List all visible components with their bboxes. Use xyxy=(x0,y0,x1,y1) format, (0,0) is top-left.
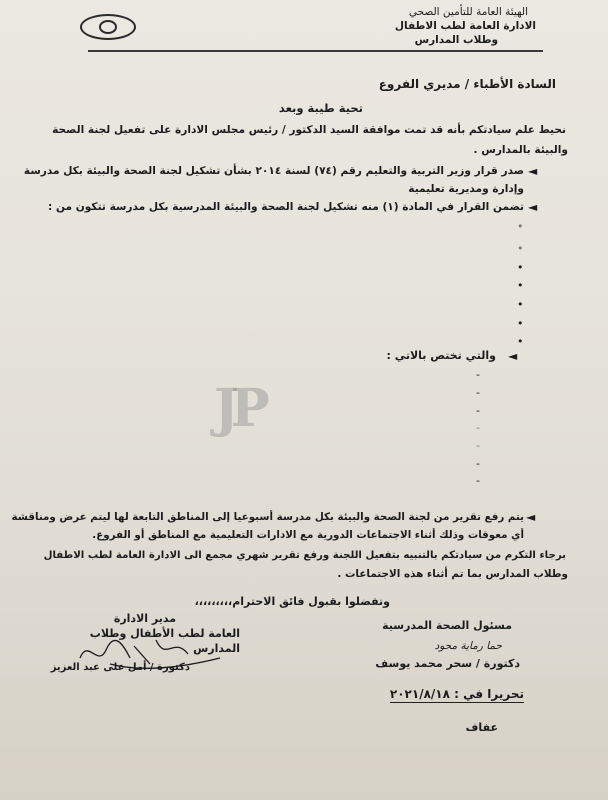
list-dash: - xyxy=(476,457,480,470)
closing-line: وتفضلوا بقبول فائق الاحترام،،،،،،،،، xyxy=(194,595,390,608)
list-bullet: • xyxy=(517,335,524,348)
request-line1: برجاء التكرم من سيادتكم بالتنبيه بتفعيل اللجنة ورفع تقرير شهري مجمع الى الادارة العامة لطب الاطفال xyxy=(43,550,566,561)
request-line2: وطلاب المدارس بما تم أثناء هذه الاجتماعات . xyxy=(337,568,568,580)
addressee: السادة الأطباء / مديري الفروع xyxy=(378,77,556,91)
faded-stamp-mark: JP xyxy=(214,378,262,439)
org-name-line1: الهيئة العامة للتأمين الصحي xyxy=(408,6,528,18)
list-bullet: • xyxy=(517,317,524,330)
article-intro: تضمن القرار في المادة (١) منه تشكيل لجنة الصحة والبيئة المدرسية بكل مدرسة تتكون من : xyxy=(48,201,524,213)
decree-line2: وإدارة ومديرية تعليمية xyxy=(408,183,524,195)
list-dash: - xyxy=(476,421,480,434)
list-dash: - xyxy=(476,474,480,487)
list-bullet: • xyxy=(517,298,524,311)
issue-date: تحريرا في : ٢٠٢١/٨/١٨ xyxy=(389,687,524,701)
greeting: تحية طيبة وبعد xyxy=(278,101,363,115)
org-name-line2: الادارة العامة لطب الاطفال xyxy=(394,20,536,32)
list-dash: - xyxy=(476,439,480,452)
bullet-icon: ◄ xyxy=(528,164,538,178)
bullet-icon: ◄ xyxy=(508,349,518,363)
director-title-line2: العامة لطب الأطفال وطلاب المدارس xyxy=(89,627,240,655)
list-dash: - xyxy=(476,404,480,417)
list-dash: - xyxy=(476,368,480,381)
list-bullet: • xyxy=(517,279,524,292)
insurance-logo-icon xyxy=(80,14,136,40)
intro-line1: نحيط علم سيادتكم بأنه قد تمت موافقة السيد الدكتور / رئيس مجلس الادارة على تفعيل لجنة الصحة xyxy=(52,124,566,136)
org-name-line3: وطلاب المدارس xyxy=(414,34,498,46)
officer-name: دكتورة / سحر محمد يوسف xyxy=(375,657,520,670)
bullet-icon: ◄ xyxy=(526,510,536,524)
bullet-icon: ◄ xyxy=(528,200,538,214)
list-dash: - xyxy=(476,386,480,399)
director-title-line1: مدير الادارة xyxy=(113,612,176,625)
report-line1: يتم رفع تقرير من لجنة الصحة والبيئة بكل مدرسة أسبوعيا إلى المناطق التابعة لها ليتم عرض ومناقشة xyxy=(11,511,524,523)
officer-title: مسئول الصحة المدرسية xyxy=(382,619,512,632)
decree-line1: صدر قرار وزير التربية والتعليم رقم (٧٤) لسنة ٢٠١٤ بشأن تشكيل لجنة الصحة والبيئة بكل مدرسة xyxy=(23,165,524,177)
typist-note: عفاف xyxy=(465,721,498,734)
list-bullet: • xyxy=(517,261,524,274)
intro-line2: والبيئة بالمدارس . xyxy=(473,144,568,156)
list-bullet: • xyxy=(517,242,524,255)
list-bullet: • xyxy=(517,220,524,233)
header-divider xyxy=(88,50,543,52)
tasks-intro: والتي تختص بالاتي : xyxy=(386,349,496,362)
director-name: دكتورة / أمل على عبد العزيز xyxy=(50,662,190,673)
officer-handwritten-name: حما رماية محود xyxy=(434,640,502,652)
report-line2: أي معوقات وذلك أثناء الاجتماعات الدورية مع الادارات التعليمية مع المناطق أو الفروع. xyxy=(92,529,524,541)
